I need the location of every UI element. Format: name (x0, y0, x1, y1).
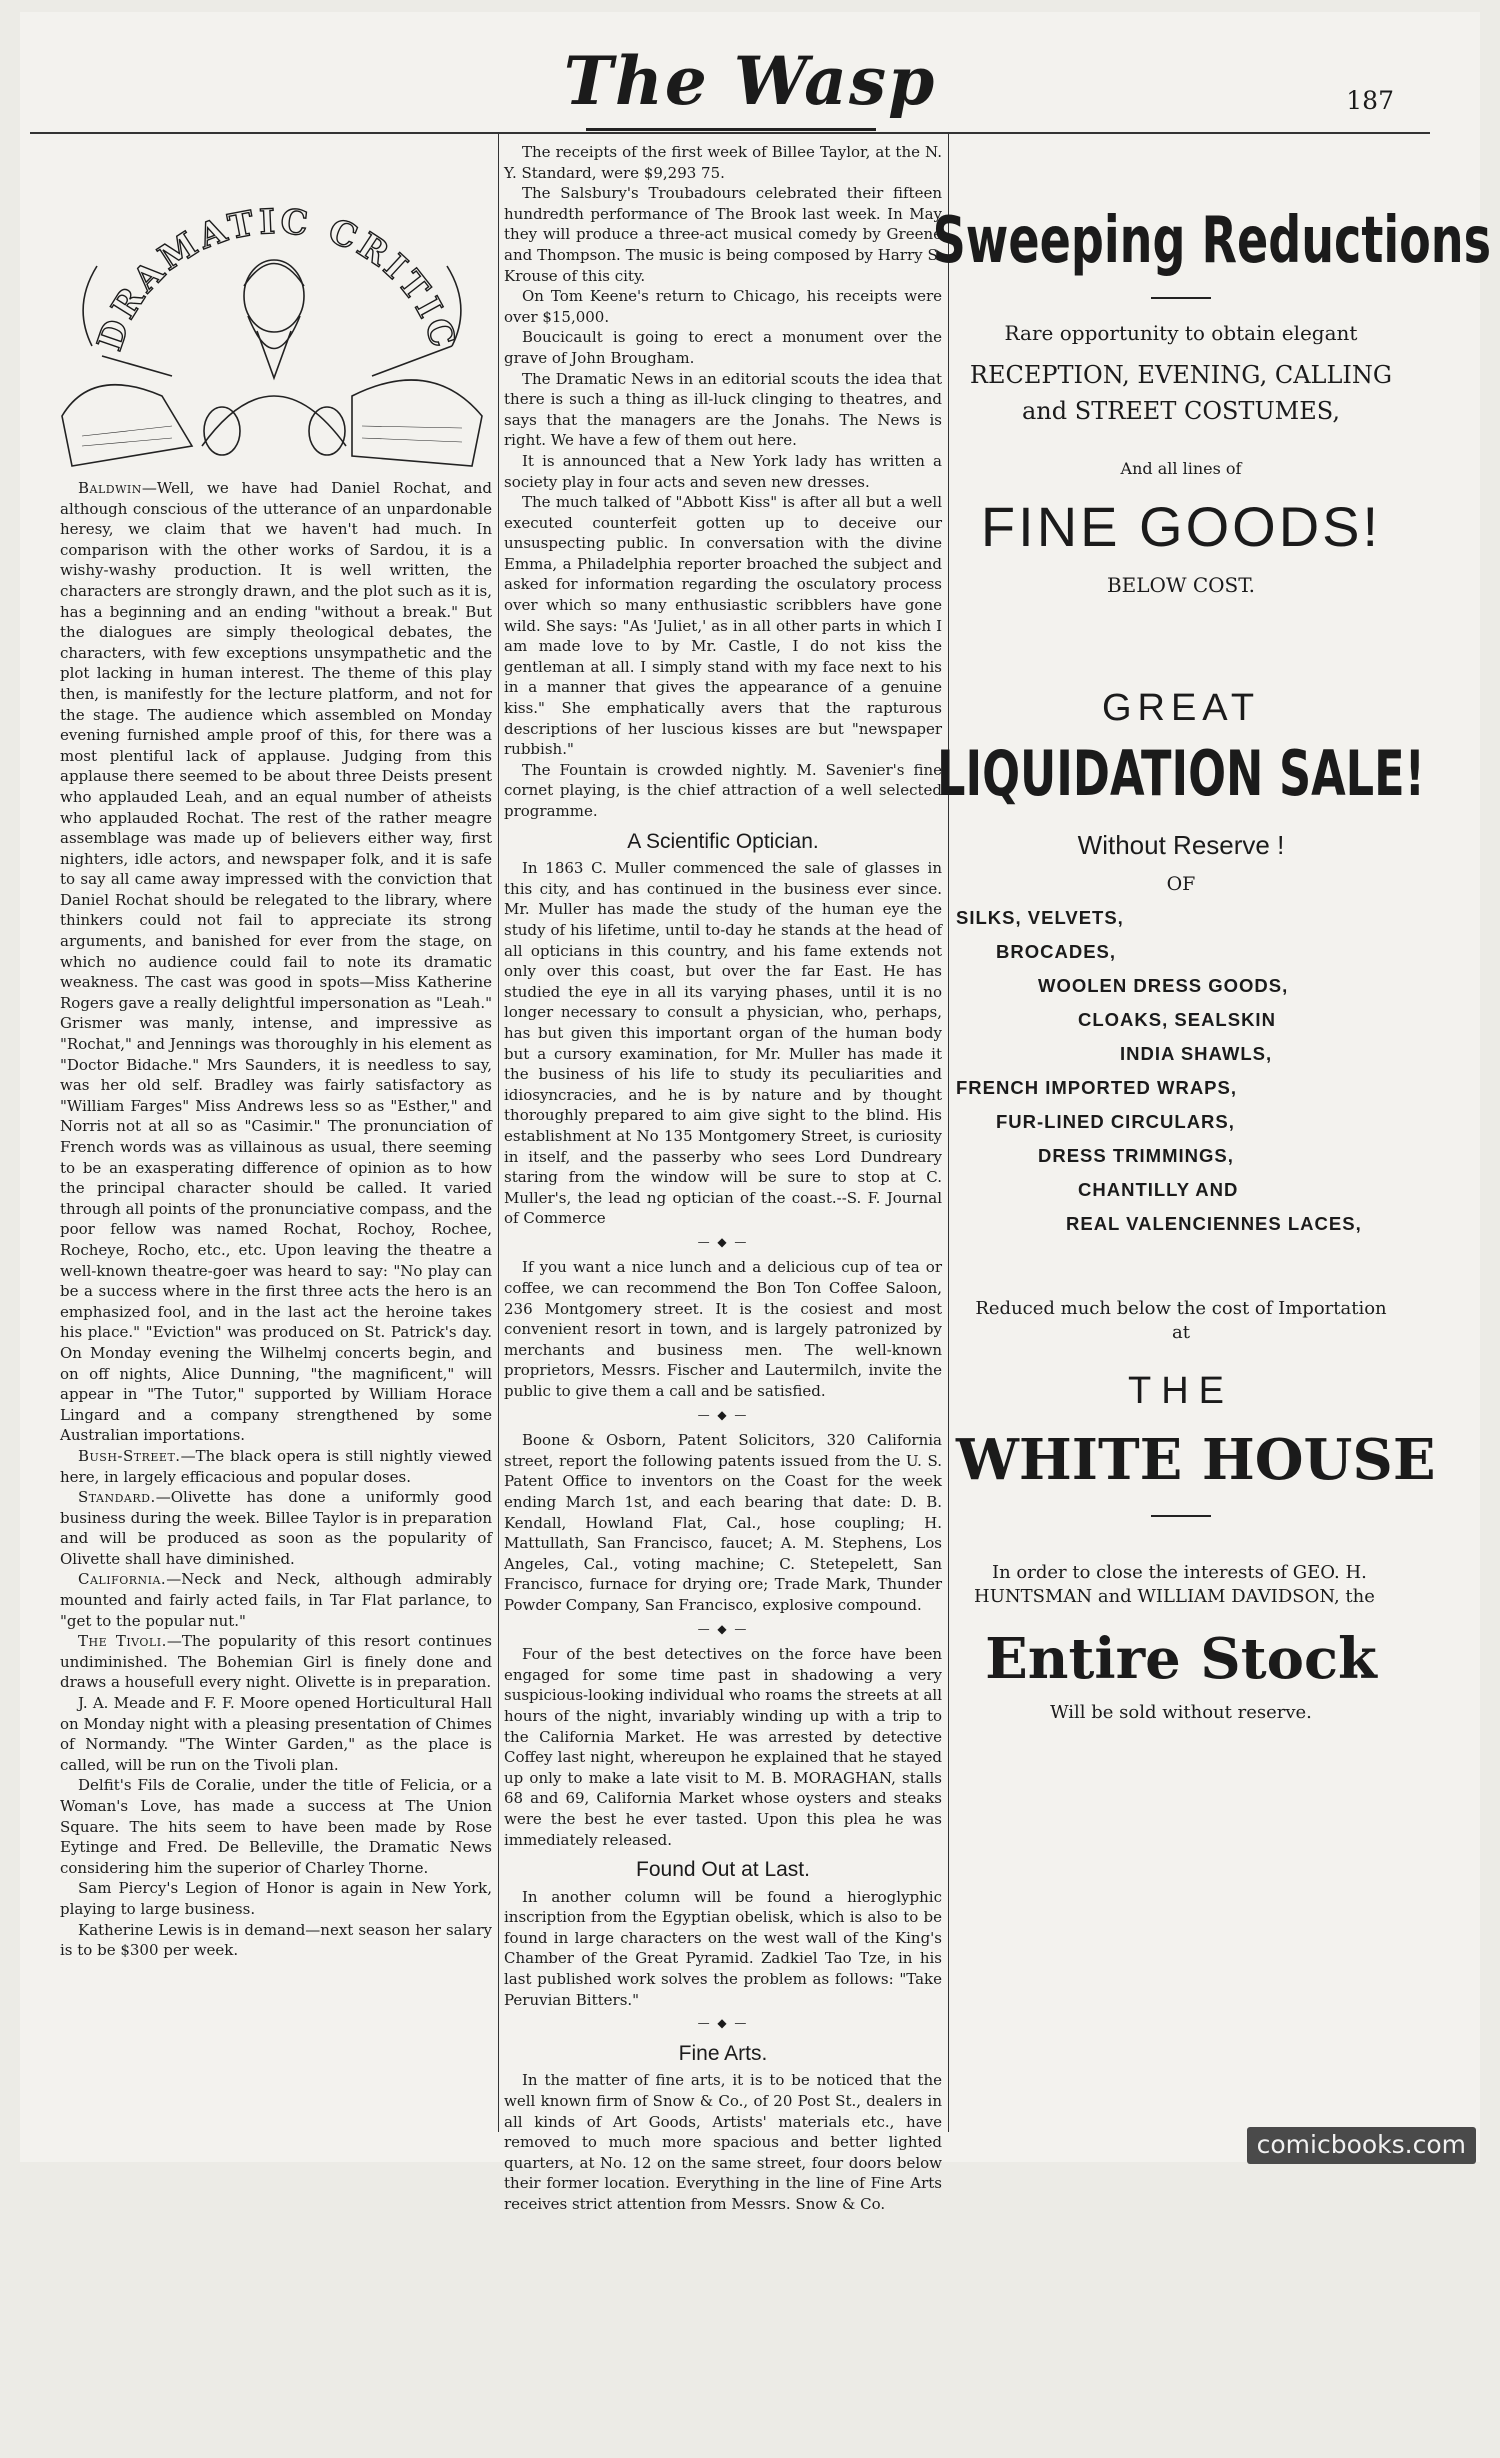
article-paragraph (60, 1693, 492, 1775)
ad-reception-line: RECEPTION, EVENING, CALLING (969, 361, 1393, 390)
article-optician: In 1863 C. Muller commenced the sale of glasses in this city, and has continued in the business ever since. Mr. Muller has made the study of the human eye the study of his lifetime, until to-day he stands at the head of all opticians in this country, and his fame extends not only over this coast, but over the far East. He has studied the eye in all its varying phases, until it is no longer necessary to consult a physician, who, perhaps, has but given this important organ of the human body but a cursory examination, for Mr. Muller has made it the business of his life to study its peculiarities and idiosyncracies, and he is by nature and by thought thoroughly prepared to aim give sight to the blind. His establishment at No 135 Montgomery Street, is curiosity in itself, and the passerby who sees Lord Dundreary staring from the window will be sure to stop at C. Muller's, the lead ng optician of the coast.--S. F. Journal of Commerce (504, 859, 942, 1228)
ad-goods-item: FUR-LINED CIRCULARS, (996, 1111, 1235, 1133)
paragraph-text: J. A. Meade and F. F. Moore opened Horticultural Hall on Monday night with a pleasing presentation of Chimes of Normandy. "The Winter Garden," as the place is called, will be run on the Tivoli plan. (60, 1694, 492, 1774)
news-item: The much talked of "Abbott Kiss" is after all but a well executed counterfeit gotten up to deceive our unsuspecting public. In conversation with the divine Emma, a Philadelphia reporter broached the subject and asked for information regarding the osculatory process over which so many enthusiastic scribblers have gone wild. She says: "As 'Juliet,' as in all other parts in which I am made love to by Mr. Castle, I do not kiss the gentleman at all. I simply stand with my face next to his in a manner that gives the appearance of a genuine kiss." She emphatically avers that the rapturous descriptions of her luscious kisses are but "newspaper rubbish." (504, 493, 942, 759)
ad-goods-item: BROCADES, (996, 941, 1117, 963)
masthead-underline (586, 128, 876, 131)
ad-liquidation: LIQUIDATION SALE! (937, 737, 1425, 811)
illustration-banner: DRAMATIC CRITIC (90, 201, 464, 356)
article-head-found: Found Out at Last. (636, 1858, 810, 1882)
news-item: The receipts of the first week of Billee Taylor, at the N. Y. Standard, were $9,293 75. (504, 143, 942, 182)
article-paragraph (60, 1487, 492, 1569)
paragraph-text: —The popularity of this resort continues undiminished. The Bohemian Girl is finely done and draws a housefull every night. Olivette is in preparation. (60, 1632, 492, 1692)
ad-sold: Will be sold without reserve. (1050, 1701, 1312, 1723)
article-found: In another column will be found a hieroglyphic inscription from the Egyptian obelisk, which is also to be found in large characters on the west wall of the King's Chamber of the Great Pyramid. Zadkiel Tao Tze, in his last published work solves the problem as follows: "Take Peruvian Bitters." (504, 1887, 942, 2009)
news-item: The Salsbury's Troubadours celebrated their fifteen hundredth performance of The Brook last week. In May they will produce a three-act musical comedy by Greene and Thompson. The music is being composed by Harry S. Krouse of this city. (504, 184, 942, 285)
ornament-divider (504, 1405, 942, 1426)
article-paragraph (60, 1775, 492, 1878)
ad-goods-item: FRENCH IMPORTED WRAPS, (956, 1077, 1237, 1099)
ornament-divider (504, 1232, 942, 1253)
article-paragraph (60, 1920, 492, 1961)
ad-entire-stock: Entire Stock (985, 1625, 1377, 1692)
article-detectives: Four of the best detectives on the force have been engaged for some time past in shadowing a very suspicious-looking individual who roams the streets at all hours of the night, invariably winding up with a trip to the California Market. He was arrested by detective Coffey last night, whereupon he explained that he stayed up only to make a late visit to M. B. MORAGHAN, stalls 68 and 69, California Market whose oysters and steaks were the best he ever tasted. Upon this plea he was immediately released. (504, 1645, 942, 1849)
news-item: The Fountain is crowded nightly. M. Savenier's fine cornet playing, is the chief attraction of a well selected programme. (504, 760, 942, 820)
paragraph-text: —Neck and Neck, although admirably mounted and fairly acted fails, in Tar Flat parlance, to "get to the popular nut." (60, 1570, 492, 1630)
ad-at: at (1172, 1321, 1190, 1343)
ad-separator (1151, 1515, 1211, 1517)
paragraph-lead: Bush-Street. (78, 1446, 181, 1465)
ad-fine-goods: FINE GOODS! (980, 495, 1382, 559)
ad-reduced (956, 1297, 1406, 1344)
ad-goods-item: INDIA SHAWLS, (1120, 1043, 1273, 1065)
ad-the: THE (1128, 1370, 1234, 1413)
ad-of: OF (1166, 873, 1196, 896)
news-item: The Dramatic News in an editorial scouts the idea that there is such a thing as ill-luck clinging to theatres, and says that the managers are the Jonahs. The News is right. We have a few of them out here. (504, 369, 942, 450)
article-head-optician: A Scientific Optician. (627, 829, 819, 853)
white-house-advertisement (932, 142, 1492, 2122)
ad-order: In order to close the interests of GEO. H. HUNTSMAN and WILLIAM DAVIDSON, the (974, 1562, 1375, 1607)
paragraph-text: —Well, we have had Daniel Rochat, and although conscious of the utterance of an unpardonable heresy, we claim that we haven't had much. In comparison with the other works of Sardou, it is a wishy-washy production. It is well written, the characters are strongly drawn, and the plot such as it is, has a beginning and an ending "without a break." But the dialogues are simply theological debates, the characters, with few exceptions unsympathetic and the plot lacking in human interest. The theme of this play then, is manifestly for the lecture platform, and not for the stage. The audience which assembled on Monday evening furnished ample proof of this, for there was a most plentiful lack of applause. Judging from this applause there seemed to be about three Deists present who applauded Leah, and an equal number of atheists who applauded Rochat. The rest of the rather meagre assemblage was made up of believers either way, first nighters, idle actors, and newspaper folk, and it is safe to say all came away impressed with the conviction that Daniel Rochat should be relegated to the library, where thinkers could not fail to appreciate its strong arguments, and banished for ever from the stage, on which no audience could fail to note its dramatic weakness. The cast was good in spots—Miss Katherine Rogers gave a really delightful impersonation as "Leah." Grismer was manly, intense, and impressive as "Rochat," and Jennings was thoroughly in his element as "Doctor Bidache." Mrs Saunders, it is needless to say, was her old self. Bradley was fairly satisfactory as "William Farges" Miss Andrews less so as "Esther," and Norris not at all so as "Casimir." The pronunciation of French words was as villainous as usual, there seeming to be an exasperating difference of opinion as to how the principal character should be called. It varied through all points of the pronunciative compass, and the poor fellow was named Rochat, Rochoy, Rochee, Rocheye, Rocho, etc., etc. Upon leaving the theatre a well-known theatre-goer was heard to say: "No play can be a success where in the first three acts the hero is an emphasized fool, and in the last act the heroine takes his place." "Eviction" was produced on St. Patrick's day. On Monday evening the Wilhelmj concerts begin, and on off nights, Alice Dunning, "the magnificent," will appear in "The Tutor," supported by William Horace Lingard and a company strengthened by some Australian importations. (60, 479, 492, 1445)
ad-goods-item: REAL VALENCIENNES LACES, (1066, 1213, 1362, 1235)
ad-goods-item: CLOAKS, SEALSKIN (1078, 1009, 1276, 1031)
watermark: comicbooks.com (1247, 2127, 1476, 2164)
ad-reduced-line: Reduced much below the cost of Importation (975, 1298, 1387, 1320)
article-arts: In the matter of fine arts, it is to be noticed that the well known firm of Snow & Co., of 20 Post St., dealers in all kinds of Art Goods, Artists' materials etc., have removed to much more spacious and better lighted quarters, at No. 12 on the same street, four doors below their former location. Everything in the line of Fine Arts receives strict attention from Messrs. Snow & Co. (504, 2071, 942, 2213)
paragraph-text: —The black opera is still nightly viewed here, in largely efficacious and popular doses. (60, 1446, 492, 1486)
ad-rare: Rare opportunity to obtain elegant (1004, 321, 1358, 346)
ornament-divider (504, 2013, 942, 2034)
article-paragraph (60, 1569, 492, 1631)
article-paragraph (60, 1631, 492, 1693)
paragraph-text: Katherine Lewis is in demand—next season her salary is to be $300 per week. (60, 1920, 492, 1960)
article-patents: Boone & Osborn, Patent Solicitors, 320 California street, report the following patents issued from the U. S. Patent Office to inventors on the Coast for the week ending March 1st, and each bearing that date: D. B. Kendall, Howland Flat, Cal., hose coupling; H. Mattullath, San Francisco, faucet; A. M. Stephens, Los Angeles, Cal., voting machine; C. Stetepelett, San Francisco, furnace for drying ore; Trade Mark, Thunder Powder Company, San Francisco, explosive compound. (504, 1431, 942, 1614)
article-paragraph (60, 478, 492, 1446)
article-paragraph (60, 1446, 492, 1487)
column-left (60, 478, 492, 2458)
ad-all-lines: And all lines of (1120, 459, 1242, 479)
article-paragraph (60, 1878, 492, 1919)
paragraph-text: —Olivette has done a uniformly good business during the week. Billee Taylor is in preparation and will be produced as soon as the popularity of Olivette shall have diminished. (60, 1488, 492, 1568)
dramatic-critic-illustration (52, 146, 496, 476)
paragraph-lead: The Tivoli. (78, 1632, 167, 1651)
ad-headline: Sweeping Reductions (932, 204, 1492, 278)
ad-goods-item: SILKS, VELVETS, (956, 907, 1124, 929)
ad-below-cost: BELOW COST. (1106, 573, 1256, 598)
paragraph-lead: Baldwin (78, 479, 142, 497)
news-item: It is announced that a New York lady has written a society play in four acts and seven new dresses. (504, 451, 942, 491)
page-number: 187 (1346, 86, 1394, 115)
ornament-divider (504, 1619, 942, 1640)
ad-great: GREAT (1101, 687, 1261, 730)
ad-without-reserve: Without Reserve ! (1077, 830, 1285, 861)
ad-reception (956, 357, 1406, 429)
ad-street-line: and STREET COSTUMES, (1022, 397, 1340, 426)
ad-goods-list (956, 901, 1406, 1241)
news-item: Boucicault is going to erect a monument over the grave of John Brougham. (504, 328, 942, 367)
article-head-arts: Fine Arts. (678, 2041, 768, 2065)
column-divider-1 (498, 132, 499, 2132)
header-rule (30, 132, 1430, 134)
ad-goods-item: WOOLEN DRESS GOODS, (1038, 975, 1289, 997)
news-item: On Tom Keene's return to Chicago, his receipts were over $15,000. (504, 287, 942, 326)
column-middle (504, 142, 942, 2213)
article-coffee: If you want a nice lunch and a delicious cup of tea or coffee, we can recommend the Bon Ton Coffee Saloon, 236 Montgomery street. It is the cosiest and most convenient resort in town, and is largely patronized by merchants and business men. The well-known proprietors, Messrs. Fischer and Lautermilch, invite the public to give them a call and be satisfied. (504, 1258, 942, 1401)
paragraph-text: Sam Piercy's Legion of Honor is again in New York, playing to large business. (60, 1879, 492, 1918)
ad-separator (1151, 297, 1211, 299)
ad-white-house: WHITE HOUSE (956, 1427, 1436, 1494)
masthead-title: The Wasp (563, 42, 937, 120)
column-divider-2 (948, 132, 949, 2132)
ad-goods-item: CHANTILLY AND (1078, 1179, 1239, 1201)
news-items (504, 142, 942, 822)
ad-goods-item: DRESS TRIMMINGS, (1038, 1145, 1234, 1167)
paragraph-text: Delfit's Fils de Coralie, under the title of Felicia, or a Woman's Love, has made a success at The Union Square. The hits seem to have been made by Rose Eytinge and Fred. De Belleville, the Dramatic News considering him the superior of Charley Thorne. (60, 1776, 492, 1877)
paragraph-lead: Standard. (78, 1488, 156, 1507)
paragraph-lead: California. (78, 1570, 167, 1589)
